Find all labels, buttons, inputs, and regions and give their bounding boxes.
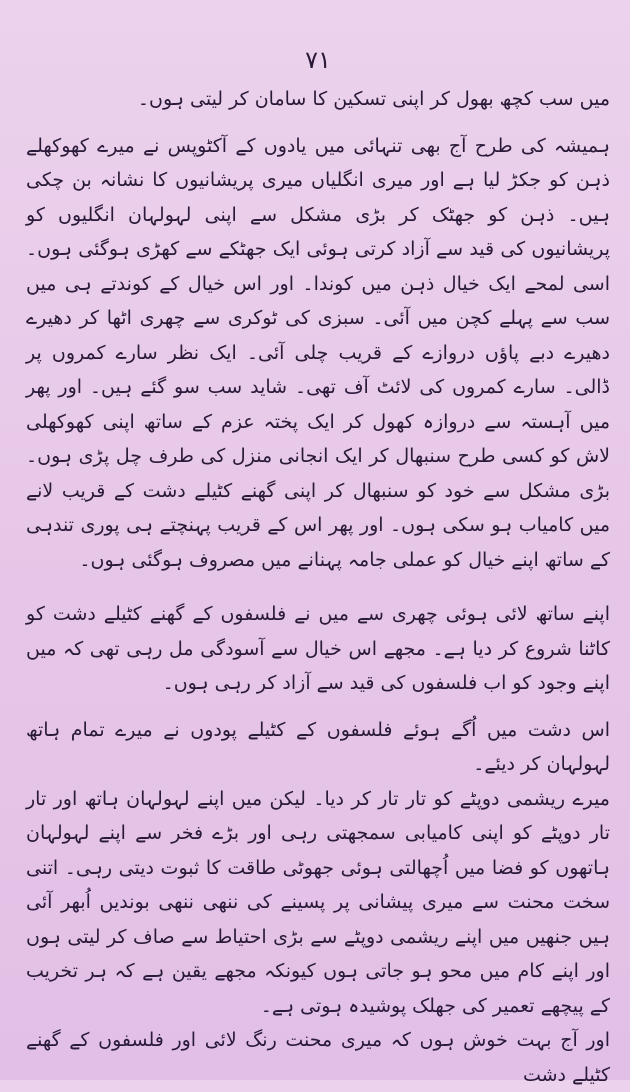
body-text — [26, 82, 610, 1092]
paragraph-2: ہمیشہ کی طرح آج بھی تنہائی میں یادوں کے آکٹوپس نے میرے کھوکھلے ذہن کو جکڑ لیا ہے اور میری انگلیاں میری پریشانیوں کا نشانہ بن چکی ہیں۔ ذہن کو جھٹک کر بڑی مشکل سے اپنی لہولہان انگلیوں کو پریشانیوں کی قید سے آزاد کرتی ہوئی ایک جھٹکے سے کھڑی ہوگئی ہوں۔ اسی لمحے ایک خیال ذہن میں کوندا۔ اور اس خیال کے کوندتے ہی میں سب سے پہلے کچن میں آئی۔ سبزی کی ٹوکری سے چھری اٹھا کر دھیرے دھیرے دبے پاؤں دروازے کے قریب چلی آئی۔ ایک نظر سارے کمروں پر ڈالی۔ سارے کمروں کی لائٹ آف تھی۔ شاید سب سو گئے ہیں۔ اور پھر میں آہستہ سے دروازہ کھول کر ایک پختہ عزم کے ساتھ اپنی کھوکھلی لاش کو کسی طرح سنبھال کر ایک انجانی منزل کی طرف چل پڑی ہوں۔ بڑی مشکل سے خود کو سنبھال کر اپنی گھنے کٹیلے دشت کے قریب لانے میں کامیاب ہو سکی ہوں۔ اور پھر اس کے قریب پہنچتے ہی پوری تندہی کے ساتھ اپنے خیال کو عملی جامہ پہنانے میں مصروف ہوگئی ہوں۔ — [26, 134, 610, 571]
paragraph-6: اور آج بہت خوش ہوں کہ میری محنت رنگ لائی اور فلسفوں کے گھنے کٹیلے دشت — [26, 1029, 610, 1086]
paragraph-5: میرے ریشمی دوپٹے کو تار تار کر دیا۔ لیکن میں اپنے لہولہان ہاتھ اور تار تار دوپٹے کو اپنی کامیابی سمجھتی رہی اور بڑے فخر سے اپنے لہولہان ہاتھوں کو فضا میں اُچھالتی ہوئی جھوٹی طاقت کا ثبوت دیتی رہی۔ اتنی سخت محنت سے میری پیشانی پر پسینے کی ننھی ننھی بوندیں اُبھر آئی ہیں جنھیں میں اپنے ریشمی دوپٹے سے بڑی احتیاط سے صاف کر لیتی ہوں اور اپنے کام میں محو ہو جاتی ہوں کیونکہ مجھے یقین ہے کہ ہر تخریب کے پیچھے تعمیر کی جھلک پوشیدہ ہوتی ہے۔ — [26, 787, 610, 1017]
paragraph-1: میں سب کچھ بھول کر اپنی تسکین کا سامان کر لیتی ہوں۔ — [137, 88, 610, 110]
page-number: ۷۱ — [305, 46, 331, 74]
paragraph-4: اس دشت میں اُگے ہوئے فلسفوں کے کٹیلے پودوں نے میرے تمام ہاتھ لہولہان کر دیئے۔ — [26, 718, 610, 775]
paragraph-3: اپنے ساتھ لائی ہوئی چھری سے میں نے فلسفوں کے گھنے کٹیلے دشت کو کاٹنا شروع کر دیا ہے۔ مجھے اس خیال سے آسودگی مل رہی تھی کہ میں اپنے وجود کو اب فلسفوں کی قید سے آزاد کر رہی ہوں۔ — [26, 603, 610, 694]
